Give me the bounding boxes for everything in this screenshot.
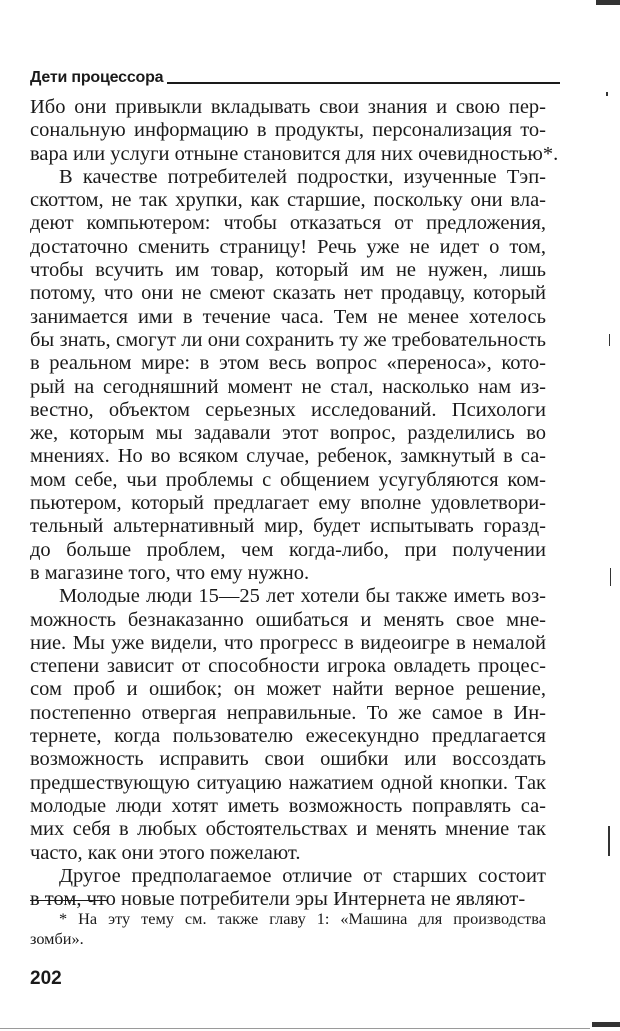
text-line: тернете, когда пользователю ежесекундно предлагается [30, 725, 546, 748]
footnote [30, 909, 546, 949]
text-line: мом себе, чьи проблемы с общением усугубляются ком- [30, 468, 546, 491]
scan-mark-edge-2 [609, 334, 610, 346]
header-rule [167, 82, 560, 84]
text-line: предшествующую ситуацию нажатием одной кнопки. Так [30, 771, 546, 794]
scan-mark-bottom-right [592, 1022, 620, 1027]
text-line: скоттом, не так хрупки, как старшие, поскольку они вла- [30, 189, 546, 212]
footnote-separator [30, 900, 108, 901]
scan-mark-bottom-edge [0, 1028, 590, 1029]
paragraph [30, 96, 559, 166]
text-line: в реальном мире: в этом весь вопрос «переноса», кото- [30, 352, 546, 375]
text-line: вара или услуги отныне становится для них очевидностью*. [30, 142, 559, 165]
scan-mark-edge-4 [608, 826, 610, 856]
text-line: занимается ими в течение часа. Тем не менее хотелось [30, 305, 546, 328]
scan-mark-edge-1 [606, 92, 608, 96]
text-line: Ибо они привыкли вкладывать свои знания и свою пер- [30, 96, 546, 118]
text-line: степени зависит от способности игрока овладеть процес- [30, 655, 546, 678]
text-line: мнениях. Но во всяком случае, ребенок, замкнутый в са- [30, 445, 546, 468]
text-line: в том, что новые потребители эры Интернета не являют- [30, 888, 526, 911]
body-text [30, 96, 559, 911]
running-title: Дети процессора [30, 69, 164, 86]
text-line: потому, что они не смеют сказать нет продавцу, который [30, 282, 546, 305]
text-line: Другое предполагаемое отличие от старших состоит [59, 864, 546, 887]
text-line: Молодые люди 15—25 лет хотели бы также иметь воз- [59, 585, 546, 608]
text-line: бы знать, смогут ли они сохранить ту же требовательность [30, 328, 546, 351]
text-line: до больше проблем, чем когда-либо, при получении [30, 538, 546, 561]
text-line: сональную информацию в продукты, персонализация то- [30, 119, 546, 142]
paragraph [30, 585, 546, 865]
scan-mark-top-right [596, 0, 620, 5]
paragraph [30, 166, 546, 585]
text-line: же, которым мы задавали этот вопрос, разделились во [30, 422, 546, 445]
text-line: возможность исправить свои ошибки или воссоздать [30, 748, 546, 771]
footnote-line: * На эту тему см. также главу 1: «Машина для производства [59, 909, 546, 928]
text-line: рый на сегодняшний момент не стал, насколько нам из- [30, 375, 546, 398]
paragraph [30, 865, 546, 912]
text-line: сом проб и ошибок; он может найти верное решение, [30, 678, 546, 701]
page-number: 202 [30, 968, 62, 989]
scan-mark-edge-3 [610, 568, 611, 586]
text-line: вестно, объектом серьезных исследований. Психологи [30, 398, 546, 421]
text-line: постепенно отвергая неправильные. То же самое в Ин- [30, 701, 546, 724]
text-line: В качестве потребителей подростки, изученные Тэп- [59, 165, 546, 188]
text-line: достаточно сменить страницу! Речь уже не идет о том, [30, 235, 546, 258]
text-line: можность безнаказанно ошибаться и менять свое мне- [30, 608, 546, 631]
running-header [30, 66, 560, 86]
text-line: молодые люди хотят иметь возможность поправлять са- [30, 794, 546, 817]
text-line: мих себя в любых обстоятельствах и менять мнение так [30, 818, 546, 841]
text-line: в магазине того, что ему нужно. [30, 561, 310, 584]
text-line: часто, как они этого пожелают. [30, 841, 301, 864]
text-line: чтобы всучить им товар, который им не нужен, лишь [30, 259, 546, 282]
text-line: деют компьютером: чтобы отказаться от предложения, [30, 212, 546, 235]
text-line: пьютером, который предлагает ему вполне удовлетвори- [30, 492, 546, 515]
footnote-line: зомби». [30, 929, 84, 948]
text-line: тельный альтернативный мир, будет испытывать горазд- [30, 515, 546, 538]
text-line: ние. Мы уже видели, что прогресс в видеоигре в немалой [30, 631, 546, 654]
